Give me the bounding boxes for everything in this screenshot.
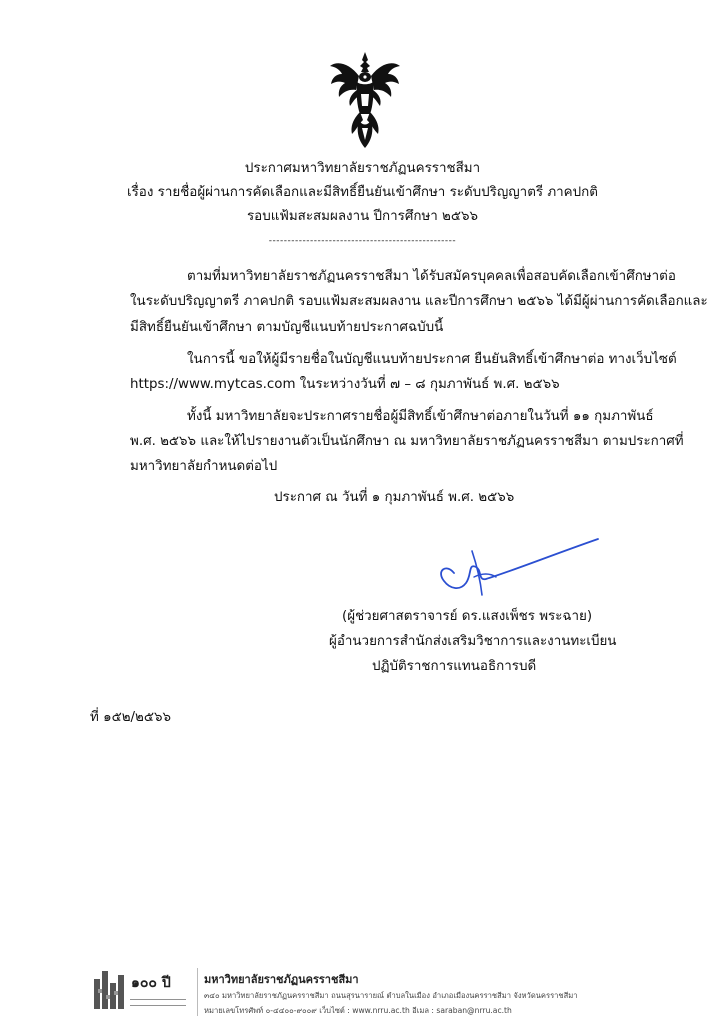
announcement-title: ประกาศมหาวิทยาลัยราชภัฏนครราชสีมา xyxy=(244,161,481,176)
footer-divider xyxy=(197,968,198,1016)
signatory-name: (ผู้ช่วยศาสตราจารย์ ดร.แสงเพ็ชร พระฉาย) xyxy=(342,609,593,624)
logo-100-years-text: ๑๐๐ ปี xyxy=(131,975,171,991)
paragraph-1-line-1: ตามที่มหาวิทยาลัยราชภัฏนครราชสีมา ได้รับสมัครบุคคลเพื่อสอบคัดเลือกเข้าศึกษาต่อ xyxy=(187,269,676,284)
paragraph-1-line-3: มีสิทธิ์ยืนยันเข้าศึกษา ตามบัญชีแนบท้ายประกาศฉบับนี้ xyxy=(130,320,444,335)
announcement-date: ประกาศ ณ วันที่ ๑ กุมภาพันธ์ พ.ศ. ๒๕๖๖ xyxy=(274,490,515,505)
document-number: ที่ ๑๕๒/๒๕๖๖ xyxy=(90,710,172,725)
footer-address: ๓๔๐ มหาวิทยาลัยราชภัฏนครราชสีมา ถนนสุรนารายณ์ ตำบลในเมือง อำเภอเมืองนครราชสีมา จังหวัดนครราชสีมา xyxy=(204,991,578,1000)
header-divider: -------------------------------------------------- xyxy=(268,236,457,246)
paragraph-3-line-3: มหาวิทยาลัยกำหนดต่อไป xyxy=(130,459,278,474)
paragraph-1-line-2: ในระดับปริญญาตรี ภาคปกติ รอบแฟ้มสะสมผลงาน และปีการศึกษา ๒๕๖๖ ได้มีผู้ผ่านการคัดเลือกและ xyxy=(130,294,708,309)
announcement-round: รอบแฟ้มสะสมผลงาน ปีการศึกษา ๒๕๖๖ xyxy=(246,209,479,224)
paragraph-3-line-1: ทั้งนี้ มหาวิทยาลัยจะประกาศรายชื่อผู้มีสิทธิ์เข้าศึกษาต่อภายในวันที่ ๑๑ กุมภาพันธ์ xyxy=(187,409,654,424)
paragraph-2-line-1: ในการนี้ ขอให้ผู้มีรายชื่อในบัญชีแนบท้ายประกาศ ยืนยันสิทธิ์เข้าศึกษาต่อ ทางเว็บไซต์ xyxy=(187,352,677,367)
signatory-position: ผู้อำนวยการสำนักส่งเสริมวิชาการและงานทะเบียน xyxy=(329,634,617,649)
footer-university-name: มหาวิทยาลัยราชภัฏนครราชสีมา xyxy=(204,973,359,986)
footer-contact: หมายเลขโทรศัพท์ ๐-๔๔๐๐-๙๐๐๙ เว็บไซต์ : www.nrru.ac.th อีเมล : saraban@nrru.ac.th xyxy=(204,1006,512,1015)
announcement-subject: เรื่อง รายชื่อผู้ผ่านการคัดเลือกและมีสิทธิ์ยืนยันเข้าศึกษา ระดับปริญญาตรี ภาคปกติ xyxy=(127,185,598,200)
paragraph-2-line-2: https://www.mytcas.com ในระหว่างวันที่ ๗ – ๘ กุมภาพันธ์ พ.ศ. ๒๕๖๖ xyxy=(130,377,560,392)
signature xyxy=(432,533,602,603)
paragraph-3-line-2: พ.ศ. ๒๕๖๖ และให้ไปรายงานตัวเป็นนักศึกษา ณ มหาวิทยาลัยราชภัฏนครราชสีมา ตามประกาศที่ xyxy=(130,434,684,449)
signatory-acting: ปฏิบัติราชการแทนอธิการบดี xyxy=(372,659,537,674)
garuda-emblem xyxy=(326,50,404,150)
